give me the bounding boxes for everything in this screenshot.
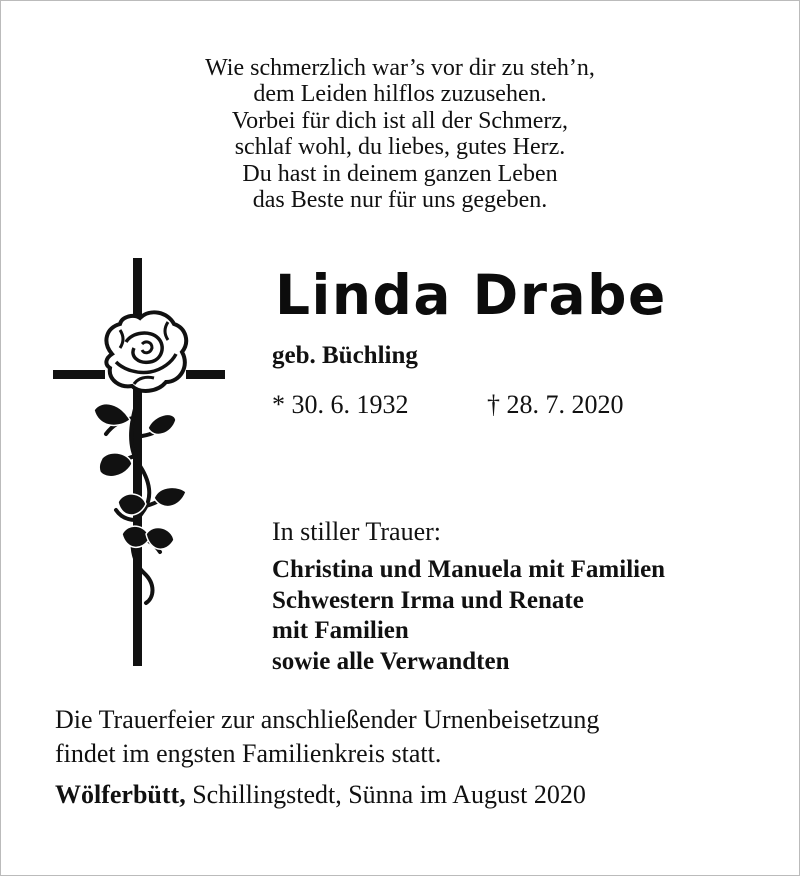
poem-line: Wie schmerzlich war’s vor dir zu steh’n, — [205, 55, 595, 81]
poem-line: schlaf wohl, du liebes, gutes Herz. — [234, 134, 566, 161]
leaf — [94, 404, 130, 426]
poem-line: das Beste nur für uns gegeben. — [252, 187, 548, 214]
place-rest: Schillingstedt, Sünna im August 2020 — [185, 780, 586, 809]
mourners-list — [272, 555, 665, 677]
mourner-line: Schwestern Irma und Renate — [272, 586, 584, 614]
mourner-line: sowie alle Verwandten — [272, 647, 510, 675]
cross-left-arm — [53, 370, 105, 379]
poem-line: Du hast in deinem ganzen Leben — [242, 160, 558, 187]
poem-line: dem Leiden hilflos zuzusehen. — [253, 81, 547, 108]
leaf — [99, 453, 132, 477]
ceremony-line: findet im engsten Familienkreis statt. — [55, 739, 442, 768]
birth-date: * 30. 6. 1932 — [272, 390, 409, 419]
death-date: † 28. 7. 2020 — [487, 390, 624, 419]
memorial-poem — [0, 55, 800, 213]
place-primary: Wölferbütt, — [55, 780, 186, 809]
cross-with-rose-icon — [50, 258, 228, 670]
deceased-name: Linda Drabe — [275, 263, 667, 327]
leaf — [148, 414, 176, 434]
leaf — [122, 526, 150, 547]
leaf — [154, 487, 186, 506]
mourner-line: Christina und Manuela mit Familien — [272, 556, 666, 583]
mourning-intro: In stiller Trauer: — [272, 517, 441, 546]
poem-line: Vorbei für dich ist all der Schmerz, — [231, 107, 569, 134]
maiden-name: geb. Büchling — [272, 342, 418, 369]
leaf — [146, 527, 174, 549]
mourner-line: mit Familien — [272, 617, 409, 644]
cross-right-arm — [186, 370, 225, 379]
ceremony-notice — [55, 703, 599, 771]
place-and-date — [55, 778, 586, 812]
rose-blossom — [106, 312, 186, 391]
ceremony-line: Die Trauerfeier zur anschließender Urnenbeisetzung — [55, 705, 600, 734]
